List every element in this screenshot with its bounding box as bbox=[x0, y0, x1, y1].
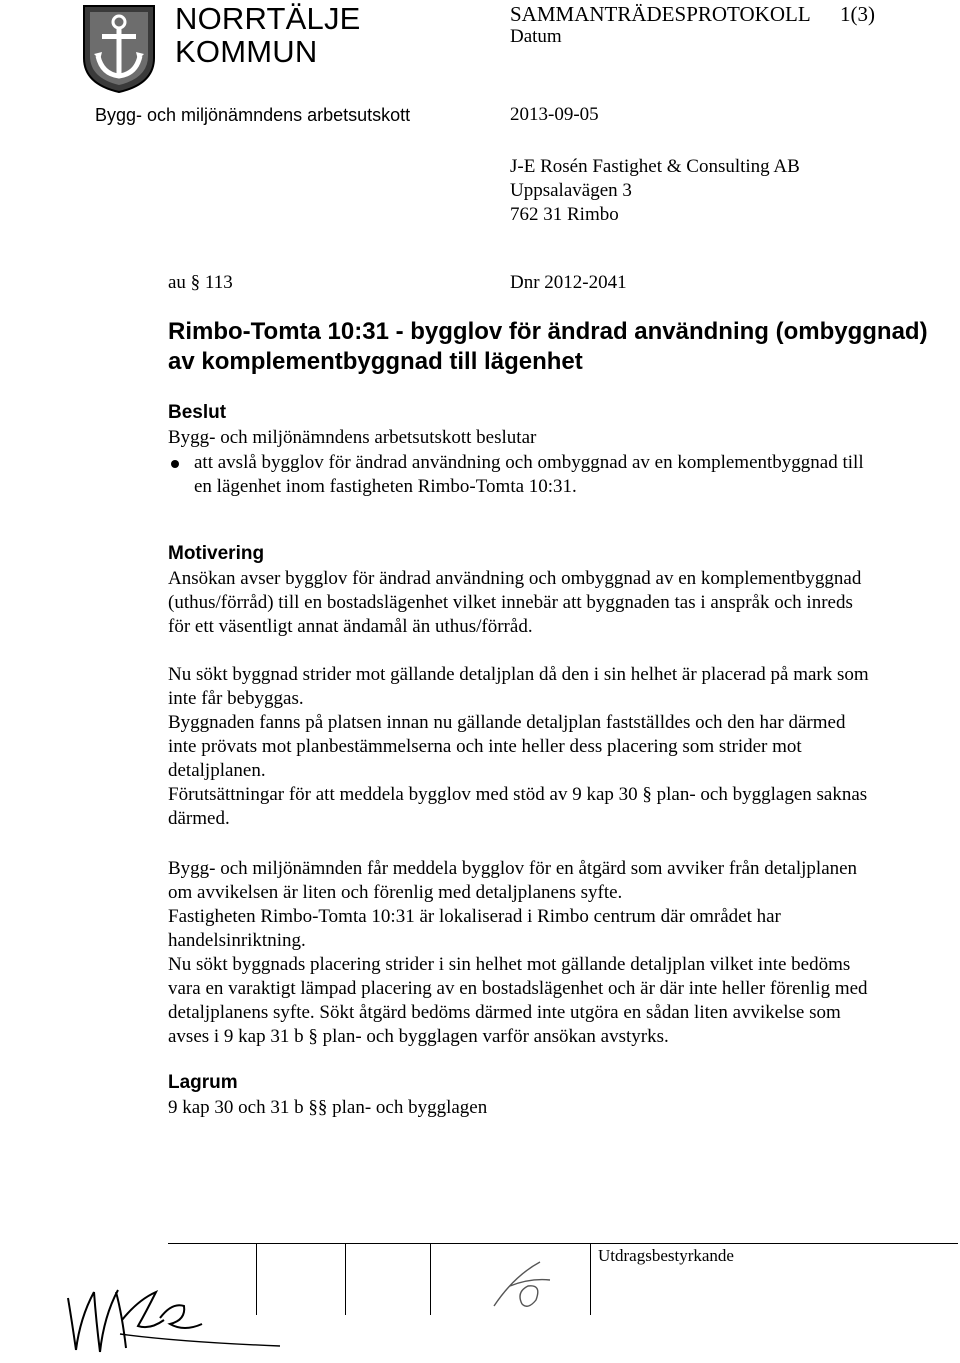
text-line: Ansökan avser bygglov för ändrad användning och ombyggnad av en komplementbyggnad bbox=[168, 568, 862, 589]
signature-2-icon bbox=[470, 1256, 590, 1316]
signature-divider bbox=[590, 1243, 591, 1315]
text-line: inte prövats mot planbestämmelserna och inte heller dess placering som strider mot bbox=[168, 736, 802, 757]
beslut-bullet-line1: att avslå bygglov för ändrad användning och ombyggnad av en komplementbyggnad till bbox=[194, 452, 864, 473]
kommun-name bbox=[175, 2, 361, 68]
text-line: Nu sökt byggnads placering strider i sin helhet mot gällande detaljplan vilket inte bedöms bbox=[168, 954, 851, 975]
text-line: Fastigheten Rimbo-Tomta 10:31 är lokaliserad i Rimbo centrum där området har bbox=[168, 906, 781, 927]
kommun-name-line2: KOMMUN bbox=[175, 34, 318, 69]
document-type: SAMMANTRÄDESPROTOKOLL bbox=[510, 2, 811, 26]
kommun-name-line1: NORRTÄLJE bbox=[175, 1, 361, 36]
beslut-bullet-line2: en lägenhet inom fastigheten Rimbo-Tomta 10:31. bbox=[194, 476, 577, 497]
case-number: Dnr 2012-2041 bbox=[510, 272, 627, 293]
text-line: detaljplanen. bbox=[168, 760, 266, 781]
motivering-paragraph-1 bbox=[168, 567, 861, 639]
extract-certification-label: Utdragsbestyrkande bbox=[598, 1246, 734, 1265]
recipient-address bbox=[510, 155, 800, 227]
text-line: vara en varaktigt lämpad placering av en bostadslägenhet och är där inte heller förenlig med bbox=[168, 978, 868, 999]
text-line: detaljplanens syfte. Sökt åtgärd bedöms därmed inte utgöra en sådan liten avvikelse som bbox=[168, 1002, 841, 1023]
text-line: Nu sökt byggnad strider mot gällande detaljplan då den i sin helhet är placerad på mark som bbox=[168, 664, 869, 685]
bullet-icon bbox=[171, 460, 179, 468]
motivering-paragraph-2 bbox=[168, 663, 869, 831]
recipient-postal: 762 31 Rimbo bbox=[510, 204, 619, 225]
recipient-name: J-E Rosén Fastighet & Consulting AB bbox=[510, 156, 800, 177]
text-line: om avvikelsen är liten och förenlig med detaljplanens syfte. bbox=[168, 882, 623, 903]
text-line: avses i 9 kap 31 b § plan- och bygglagen varför ansökan avstyrks. bbox=[168, 1026, 669, 1047]
text-line: Förutsättningar för att meddela bygglov med stöd av 9 kap 30 § plan- och bygglagen saknas bbox=[168, 784, 868, 805]
date-value: 2013-09-05 bbox=[510, 104, 599, 125]
case-title bbox=[168, 317, 958, 377]
text-line: handelsinriktning. bbox=[168, 930, 306, 951]
text-line: Byggnaden fanns på platsen innan nu gällande detaljplan fastställdes och den har därmed bbox=[168, 712, 846, 733]
text-line: Bygg- och miljönämnden får meddela bygglov för en åtgärd som avviker från detaljplanen bbox=[168, 858, 858, 879]
text-line: för ett väsentligt annat ändamål än uthus/förråd. bbox=[168, 616, 533, 637]
motivering-heading: Motivering bbox=[168, 543, 265, 564]
lagrum-heading: Lagrum bbox=[168, 1072, 238, 1093]
lagrum-text: 9 kap 30 och 31 b §§ plan- och bygglagen bbox=[168, 1097, 488, 1118]
beslut-heading: Beslut bbox=[168, 402, 227, 423]
case-title-line2: av komplementbyggnad till lägenhet bbox=[168, 348, 583, 375]
page-number: 1(3) bbox=[840, 2, 875, 26]
kommun-logo-icon bbox=[80, 2, 158, 94]
text-line: inte får bebyggas. bbox=[168, 688, 304, 709]
beslut-intro: Bygg- och miljönämndens arbetsutskott beslutar bbox=[168, 427, 537, 448]
signature-rule bbox=[168, 1243, 958, 1244]
recipient-street: Uppsalavägen 3 bbox=[510, 180, 632, 201]
case-title-line1: Rimbo-Tomta 10:31 - bygglov för ändrad användning (ombyggnad) bbox=[168, 318, 928, 345]
committee-name: Bygg- och miljönämndens arbetsutskott bbox=[95, 105, 411, 125]
text-line: därmed. bbox=[168, 808, 230, 829]
signature-initials-icon bbox=[60, 1262, 360, 1358]
paragraph-number: au § 113 bbox=[168, 272, 233, 293]
motivering-paragraph-3 bbox=[168, 857, 868, 1049]
date-label: Datum bbox=[510, 26, 562, 47]
text-line: (uthus/förråd) till en bostadslägenhet vilket innebär att byggnaden tas i anspråk och inreds bbox=[168, 592, 853, 613]
signature-divider bbox=[430, 1243, 431, 1315]
